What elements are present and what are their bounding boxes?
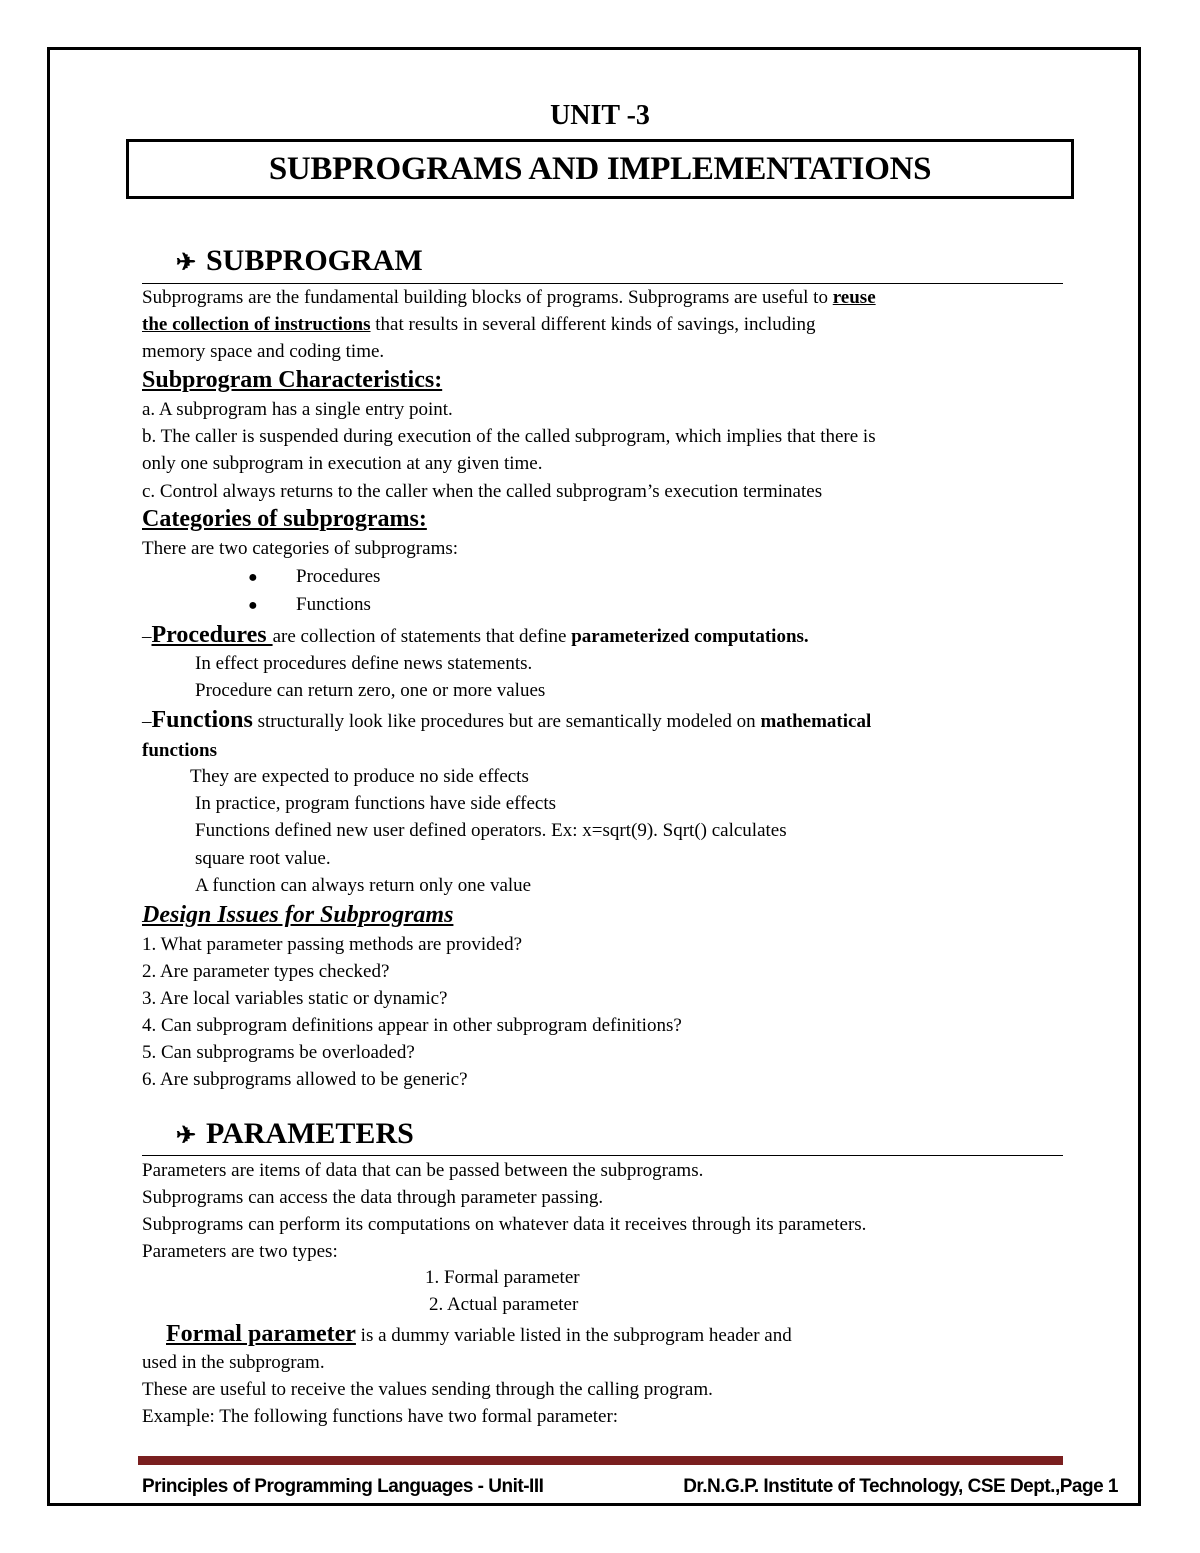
char-b2: only one subprogram in execution at any given time. bbox=[142, 453, 543, 474]
design-item-2: 2. Are parameter types checked? bbox=[142, 961, 390, 982]
char-c: c. Control always returns to the caller when the called subprogram’s execution terminates bbox=[142, 481, 823, 502]
section-rule bbox=[142, 283, 1063, 284]
section-heading-parameters: ✈ PARAMETERS bbox=[176, 1117, 414, 1150]
functions-line-1: They are expected to produce no side effects bbox=[190, 766, 529, 787]
design-item-3: 3. Are local variables static or dynamic? bbox=[142, 988, 448, 1009]
formal-line-2: used in the subprogram. bbox=[142, 1352, 325, 1373]
document-title: SUBPROGRAMS AND IMPLEMENTATIONS bbox=[126, 139, 1074, 199]
parameters-line-2: Subprograms can access the data through parameter passing. bbox=[142, 1187, 604, 1208]
intro-line-3: memory space and coding time. bbox=[142, 341, 385, 362]
parameter-type-1: 1. Formal parameter bbox=[425, 1267, 580, 1288]
section-heading-subprogram: ✈ SUBPROGRAM bbox=[176, 244, 423, 277]
unit-title: UNIT -3 bbox=[550, 100, 650, 131]
categories-heading: Categories of subprograms: bbox=[142, 506, 427, 532]
airplane-arrow-icon: ✈ bbox=[176, 1123, 197, 1149]
parameters-line-1: Parameters are items of data that can be passed between the subprograms. bbox=[142, 1160, 704, 1181]
categories-intro: There are two categories of subprograms: bbox=[142, 538, 459, 559]
formal-parameter-definition: Formal parameter is a dummy variable listed in the subprogram header and bbox=[166, 1321, 792, 1347]
procedures-definition: –Procedures are collection of statements that define parameterized computations. bbox=[142, 622, 809, 648]
design-item-4: 4. Can subprogram definitions appear in other subprogram definitions? bbox=[142, 1015, 682, 1036]
design-item-5: 5. Can subprograms be overloaded? bbox=[142, 1042, 415, 1063]
design-issues-heading: Design Issues for Subprograms bbox=[142, 902, 454, 928]
functions-line-4: square root value. bbox=[195, 848, 331, 869]
parameters-line-4: Parameters are two types: bbox=[142, 1241, 338, 1262]
bullet-icon: ● bbox=[248, 569, 258, 586]
procedures-line-1: In effect procedures define news statements. bbox=[195, 653, 533, 674]
char-b1: b. The caller is suspended during execution of the called subprogram, which implies that there is bbox=[142, 426, 876, 447]
functions-line-2: In practice, program functions have side effects bbox=[195, 793, 557, 814]
footer-right: Dr.N.G.P. Institute of Technology, CSE Dept.,Page 1 bbox=[683, 1476, 1118, 1497]
parameter-type-2: 2. Actual parameter bbox=[429, 1294, 579, 1315]
functions-definition: –Functions structurally look like procedures but are semantically modeled on mathematical bbox=[142, 707, 872, 733]
parameters-line-3: Subprograms can perform its computations on whatever data it receives through its parameters. bbox=[142, 1214, 867, 1235]
formal-line-3: These are useful to receive the values sending through the calling program. bbox=[142, 1379, 713, 1400]
char-a: a. A subprogram has a single entry point. bbox=[142, 399, 453, 420]
section-rule bbox=[142, 1155, 1063, 1156]
characteristics-heading: Subprogram Characteristics: bbox=[142, 367, 443, 393]
airplane-arrow-icon: ✈ bbox=[176, 250, 197, 276]
functions-definition-cont: functions bbox=[142, 740, 217, 761]
footer-bar bbox=[138, 1456, 1063, 1465]
list-item: ● Procedures bbox=[248, 566, 381, 587]
list-item: ● Functions bbox=[248, 594, 371, 615]
procedures-line-2: Procedure can return zero, one or more values bbox=[195, 680, 546, 701]
functions-line-3: Functions defined new user defined operators. Ex: x=sqrt(9). Sqrt() calculates bbox=[195, 820, 787, 841]
intro-line-1: Subprograms are the fundamental building blocks of programs. Subprograms are useful to reuse bbox=[142, 287, 876, 308]
footer-left: Principles of Programming Languages - Unit-III bbox=[142, 1476, 544, 1497]
bullet-icon: ● bbox=[248, 597, 258, 614]
intro-line-2: the collection of instructions that results in several different kinds of savings, including bbox=[142, 314, 816, 335]
design-item-6: 6. Are subprograms allowed to be generic? bbox=[142, 1069, 468, 1090]
design-item-1: 1. What parameter passing methods are provided? bbox=[142, 934, 523, 955]
functions-line-5: A function can always return only one value bbox=[195, 875, 532, 896]
formal-line-4: Example: The following functions have two formal parameter: bbox=[142, 1406, 619, 1427]
